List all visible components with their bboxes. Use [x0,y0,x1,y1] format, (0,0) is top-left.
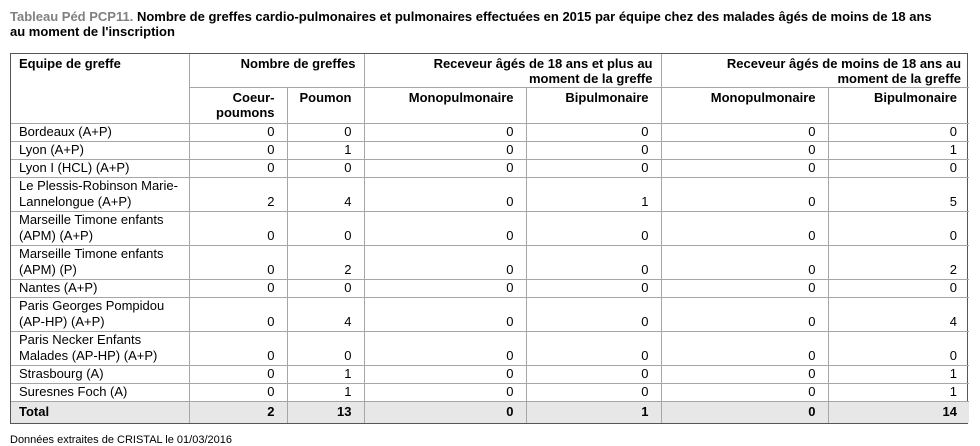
value-cell: 0 [287,331,364,365]
team-cell: Bordeaux (A+P) [11,123,189,141]
total-value-cell: 13 [287,401,364,423]
value-cell: 0 [189,245,287,279]
value-cell: 0 [526,297,661,331]
table-row-lyon [11,141,969,159]
value-cell: 0 [364,383,526,401]
header-receveur-18plus: Receveur âgés de 18 ans et plus au moment de la greffe [364,54,661,87]
value-cell: 0 [661,297,828,331]
value-cell: 0 [526,123,661,141]
team-cell: Nantes (A+P) [11,279,189,297]
value-cell: 0 [364,245,526,279]
value-cell: 0 [364,123,526,141]
header-nombre-greffes: Nombre de greffes [189,54,364,87]
table-row-bordeaux [11,123,969,141]
data-source-note: Données extraites de CRISTAL le 01/03/2016 [10,434,232,446]
value-cell: 0 [189,211,287,245]
table-row-suresnes-foch [11,383,969,401]
value-cell: 0 [661,141,828,159]
value-cell: 0 [661,245,828,279]
table-row-marseille-timone-ap [11,211,969,245]
header-receveur-18moins: Receveur âgés de moins de 18 ans au moment de la greffe [661,54,969,87]
value-cell: 1 [828,365,969,383]
value-cell: 0 [189,123,287,141]
table-row-total [11,401,969,423]
value-cell: 0 [661,365,828,383]
header-monopulmonaire-18plus: Monopulmonaire [364,87,526,123]
value-cell: 0 [828,279,969,297]
value-cell: 0 [189,383,287,401]
value-cell: 1 [828,141,969,159]
value-cell: 0 [526,159,661,177]
table-row-paris-pompidou [11,297,969,331]
header-bipulmonaire-18moins: Bipulmonaire [828,87,969,123]
header-poumon: Poumon [287,87,364,123]
value-cell: 0 [661,159,828,177]
header-group-row [11,54,969,87]
total-label: Total [11,401,189,423]
table-title [10,9,968,39]
team-cell: Suresnes Foch (A) [11,383,189,401]
value-cell: 0 [828,159,969,177]
header-coeur-poumons: Coeur- poumons [189,87,287,123]
value-cell: 0 [661,177,828,211]
table-row-marseille-timone-p [11,245,969,279]
total-value-cell: 2 [189,401,287,423]
value-cell: 0 [189,297,287,331]
table-title-text-line1: Nombre de greffes cardio-pulmonaires et pulmonaires effectuées en 2015 par équipe chez des malades âgés de moins de 18 ans [136,9,932,24]
value-cell: 0 [526,141,661,159]
value-cell: 0 [661,383,828,401]
team-cell: Paris Georges Pompidou (AP-HP) (A+P) [11,297,189,331]
total-value-cell: 0 [661,401,828,423]
value-cell: 0 [364,331,526,365]
greffes-table [11,54,969,423]
value-cell: 2 [828,245,969,279]
data-table-frame [10,53,968,424]
value-cell: 2 [287,245,364,279]
team-cell: Marseille Timone enfants (APM) (P) [11,245,189,279]
value-cell: 1 [526,177,661,211]
value-cell: 0 [287,123,364,141]
value-cell: 0 [189,141,287,159]
table-row-strasbourg [11,365,969,383]
value-cell: 1 [287,383,364,401]
value-cell: 4 [828,297,969,331]
value-cell: 0 [661,331,828,365]
value-cell: 4 [287,297,364,331]
value-cell: 0 [189,331,287,365]
value-cell: 0 [189,365,287,383]
value-cell: 2 [189,177,287,211]
table-title-code: Tableau Péd PCP11. [10,9,134,24]
value-cell: 1 [287,365,364,383]
value-cell: 0 [364,211,526,245]
value-cell: 0 [828,123,969,141]
value-cell: 0 [661,123,828,141]
value-cell: 0 [364,365,526,383]
team-cell: Paris Necker Enfants Malades (AP-HP) (A+P) [11,331,189,365]
team-cell: Lyon (A+P) [11,141,189,159]
value-cell: 0 [661,211,828,245]
value-cell: 0 [526,211,661,245]
value-cell: 0 [287,159,364,177]
value-cell: 0 [364,177,526,211]
table-row-le-plessis-robinson [11,177,969,211]
value-cell: 0 [364,141,526,159]
value-cell: 0 [189,159,287,177]
total-value-cell: 1 [526,401,661,423]
value-cell: 0 [526,365,661,383]
team-cell: Strasbourg (A) [11,365,189,383]
value-cell: 0 [364,279,526,297]
header-equipe: Equipe de greffe [11,54,189,123]
header-bipulmonaire-18plus: Bipulmonaire [526,87,661,123]
table-row-lyon-hcl [11,159,969,177]
value-cell: 1 [828,383,969,401]
value-cell: 1 [287,141,364,159]
team-cell: Le Plessis-Robinson Marie-Lannelongue (A+P) [11,177,189,211]
table-row-nantes [11,279,969,297]
total-value-cell: 0 [364,401,526,423]
table-title-text-line2: au moment de l'inscription [10,24,175,39]
value-cell: 0 [287,211,364,245]
value-cell: 0 [526,331,661,365]
value-cell: 0 [526,245,661,279]
value-cell: 0 [661,279,828,297]
header-monopulmonaire-18moins: Monopulmonaire [661,87,828,123]
total-value-cell: 14 [828,401,969,423]
team-cell: Marseille Timone enfants (APM) (A+P) [11,211,189,245]
value-cell: 0 [287,279,364,297]
value-cell: 0 [828,331,969,365]
value-cell: 0 [526,279,661,297]
value-cell: 5 [828,177,969,211]
value-cell: 0 [364,159,526,177]
value-cell: 0 [189,279,287,297]
value-cell: 0 [828,211,969,245]
value-cell: 0 [364,297,526,331]
table-row-paris-necker [11,331,969,365]
value-cell: 0 [526,383,661,401]
team-cell: Lyon I (HCL) (A+P) [11,159,189,177]
value-cell: 4 [287,177,364,211]
